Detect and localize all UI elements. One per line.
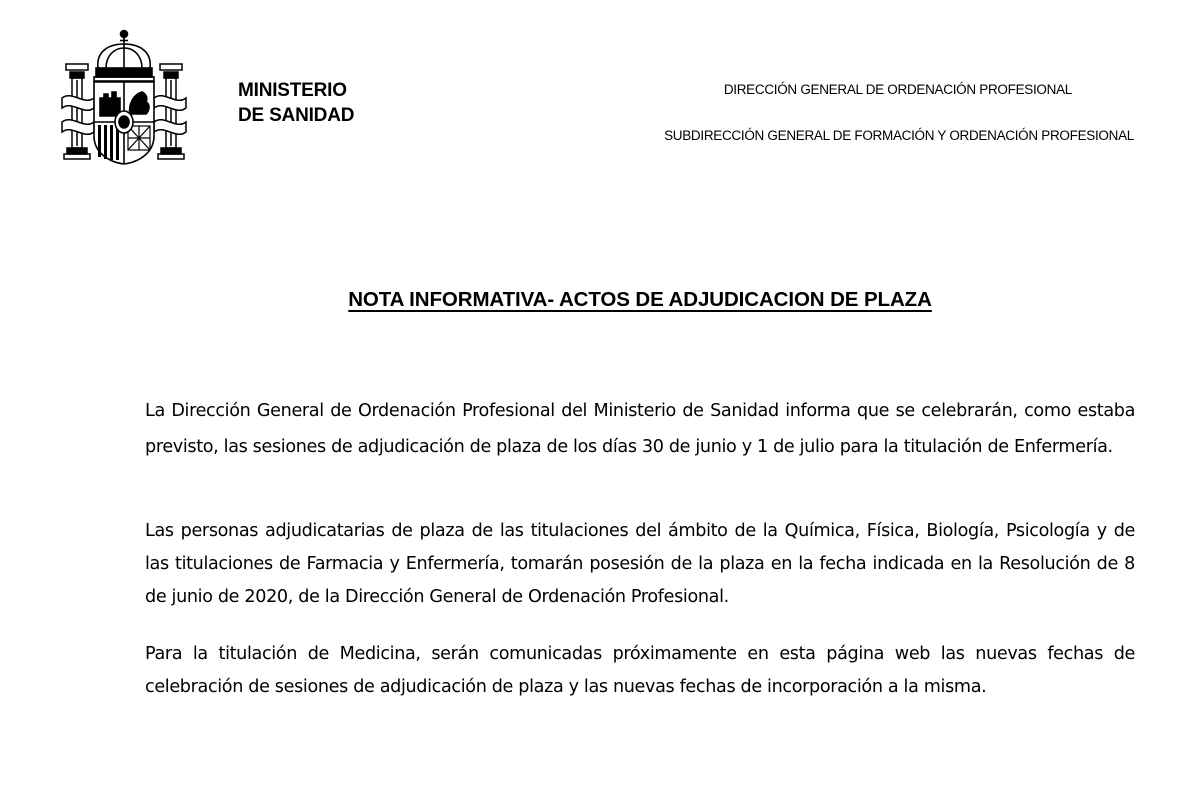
paragraph-2: Las personas adjudicatarias de plaza de las titulaciones del ámbito de la Química, Física, Biología, Psicología y de las titulaciones de Farmacia y Enfermería, tomarán posesión de la plaza en la fecha indicada en la Resolución de 8 de junio de 2020, de la Dirección General de Ordenación Profesional. — [145, 521, 1135, 607]
document-title: NOTA INFORMATIVA- ACTOS DE ADJUDICACION DE PLAZA — [348, 288, 932, 311]
coat-of-arms-icon — [58, 28, 190, 168]
paragraph-3: Para la titulación de Medicina, serán comunicadas próximamente en esta página web las nuevas fechas de celebración de sesiones de adjudicación de plaza y las nuevas fechas de incorporación a la misma. — [145, 644, 1135, 697]
subdirectorate-heading: SUBDIRECCIÓN GENERAL DE FORMACIÓN Y ORDENACIÓN PROFESIONAL — [664, 128, 1134, 143]
ministry-name — [238, 78, 354, 128]
ministry-line-1: MINISTERIO — [238, 80, 347, 101]
directorate-heading: DIRECCIÓN GENERAL DE ORDENACIÓN PROFESIONAL — [723, 82, 1072, 97]
ministry-line-2: DE SANIDAD — [238, 105, 355, 126]
paragraph-1: La Dirección General de Ordenación Profesional del Ministerio de Sanidad informa que se celebrarán, como estaba previsto, las sesiones de adjudicación de plaza de los días 30 de junio y 1 de julio para la titulación de Enfermería. — [145, 401, 1135, 457]
